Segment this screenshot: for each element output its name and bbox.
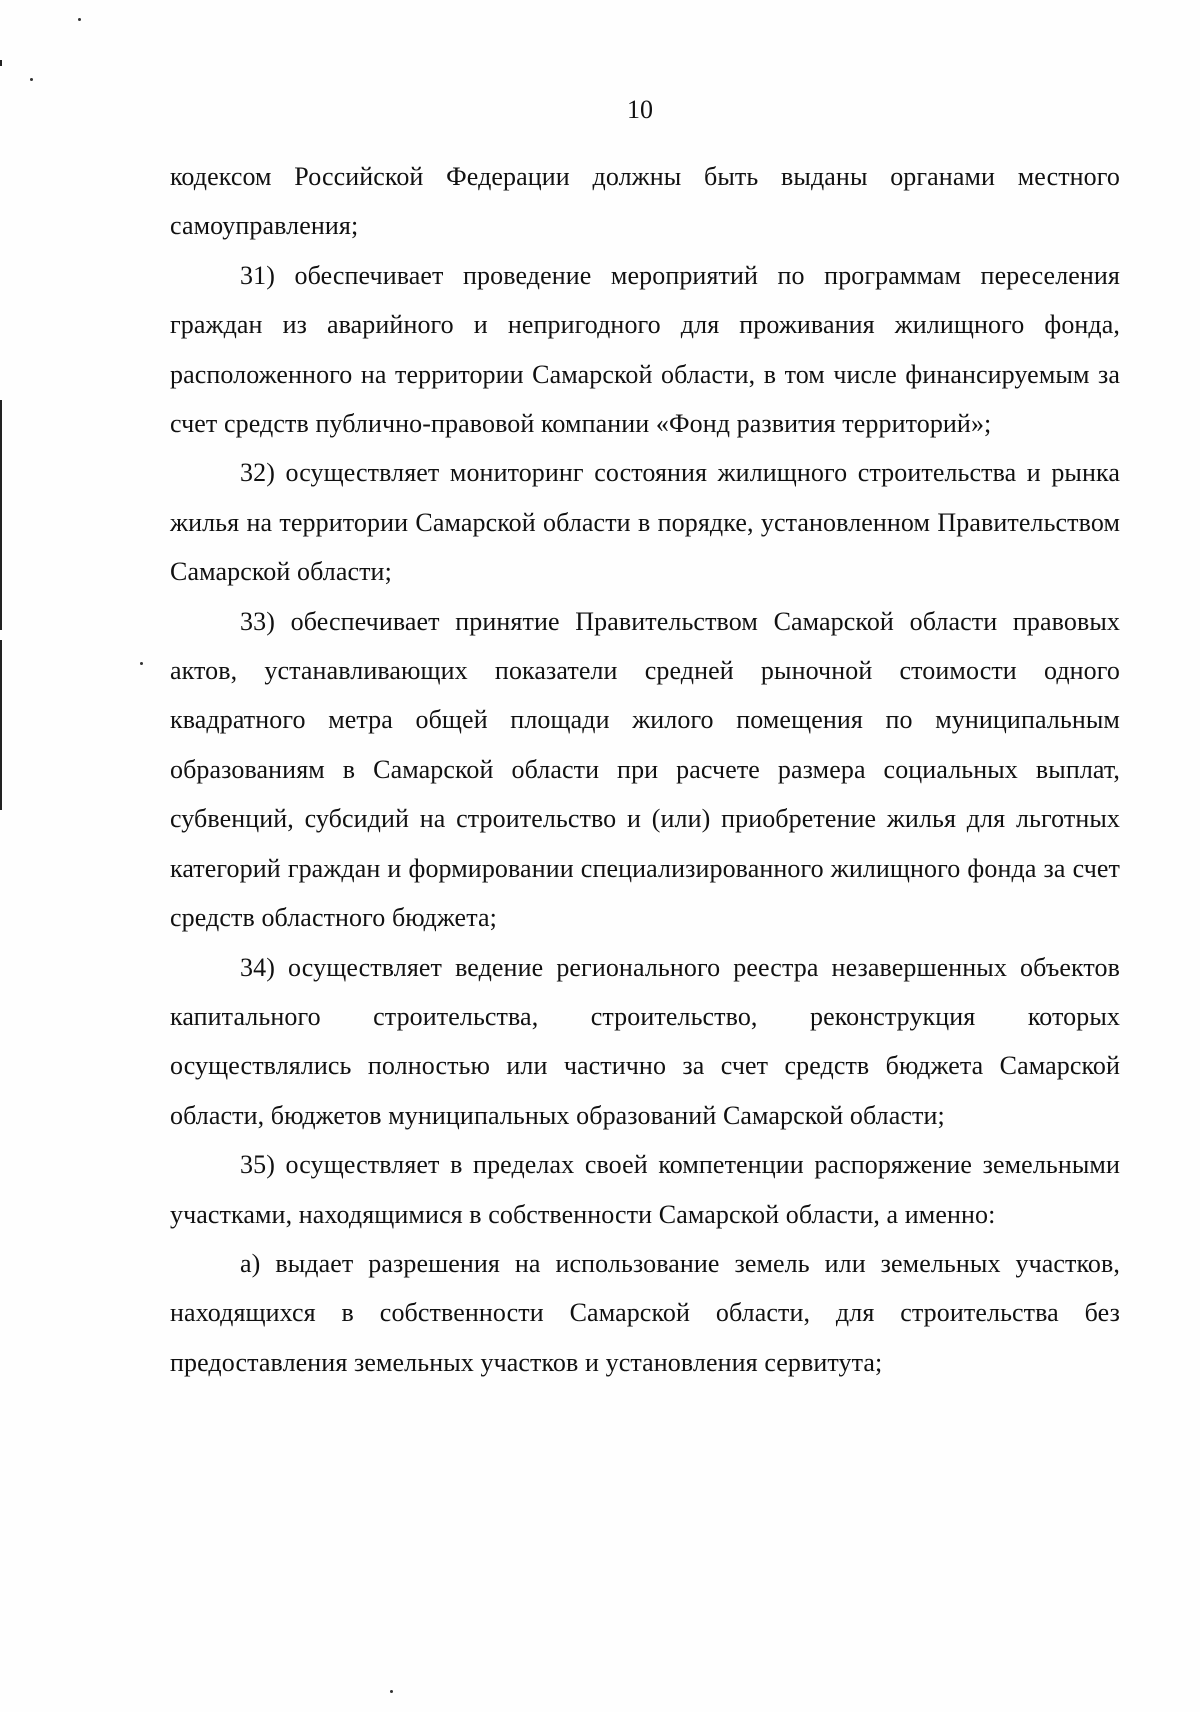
paragraph-item-34: 34) осуществляет ведение регионального реестра незавершенных объектов капитального строительства, строительство, реконструкция которых осуществлялись полностью или частично за счет средств бюджета Самарской области, бюджетов муниципальных образований Самарской области;: [170, 952, 1120, 1130]
paragraph-item-31: 31) обеспечивает проведение мероприятий по программам переселения граждан из аварийного и непригодного для проживания жилищного фонда, расположенного на территории Самарской области, в том числе финансируемым за счет средств публично-правовой компании «Фонд развития территорий»;: [170, 260, 1120, 439]
paragraph-item-33: 33) обеспечивает принятие Правительством Самарской области правовых актов, устанавливающих показатели средней рыночной стоимости одного квадратного метра общей площади жилого помещения по муниципальным образованиям в Самарской области при расчете размера социальных выплат, субвенций, субсидий на строительство и (или) приобретение жилья для льготных категорий граждан и формировании специализированного жилищного фонда за счет средств областного бюджета;: [170, 606, 1120, 933]
scan-speck: [78, 18, 81, 21]
paragraph-subitem-a: а) выдает разрешения на использование земель или земельных участков, находящихся в собственности Самарской области, для строительства без предоставления земельных участков и установления сервитута;: [170, 1248, 1120, 1377]
scan-edge-mark: [0, 640, 2, 810]
scan-edge-mark: [0, 400, 2, 630]
paragraph-item-32: 32) осуществляет мониторинг состояния жилищного строительства и рынка жилья на территории Самарской области в порядке, установленном Правительством Самарской области;: [170, 458, 1120, 587]
scan-speck: [390, 1690, 393, 1693]
page-number: 10: [627, 95, 653, 124]
scan-edge-mark: [0, 60, 2, 66]
scan-speck: [140, 662, 143, 665]
scan-speck: [30, 78, 33, 81]
paragraph: кодексом Российской Федерации должны быть выданы органами местного самоуправления;: [170, 162, 1120, 241]
paragraph-item-35: 35) осуществляет в пределах своей компетенции распоряжение земельными участками, находящимися в собственности Самарской области, а именно:: [170, 1150, 1120, 1229]
document-body: [170, 152, 1120, 1387]
